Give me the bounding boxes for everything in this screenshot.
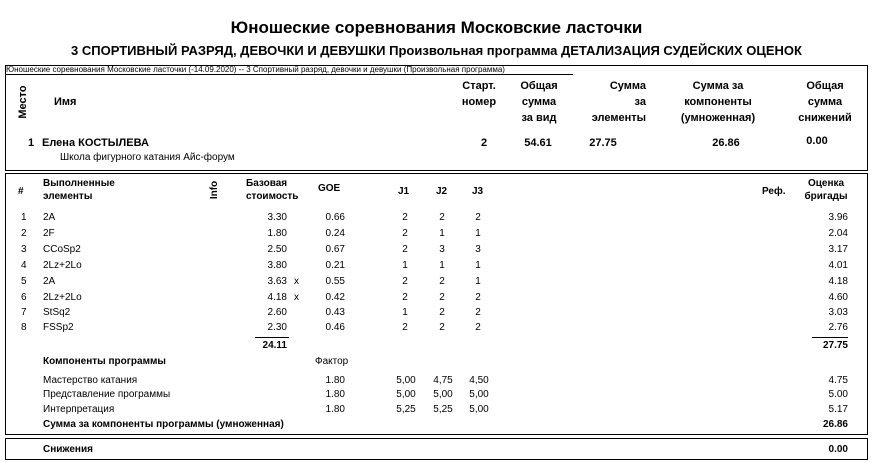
component-name: Мастерство катания	[43, 375, 138, 386]
element-score: 2.04	[828, 228, 848, 239]
element-j2: 2	[439, 276, 445, 287]
header-elements-sum-line1: Сумма	[609, 80, 646, 92]
element-score: 2.76	[828, 322, 848, 333]
element-j1: 1	[402, 307, 408, 318]
header-start	[450, 78, 508, 110]
col-base	[246, 177, 298, 203]
skater-total: 54.61	[524, 137, 552, 149]
component-factor: 1.80	[325, 375, 345, 386]
element-code: CCoSp2	[43, 244, 81, 255]
element-j2: 2	[439, 307, 445, 318]
element-j1: 2	[402, 322, 408, 333]
header-total-line2: сумма	[521, 96, 557, 108]
page-title: Юношеские соревнования Московские ласточки	[230, 18, 643, 37]
element-j1: 2	[402, 228, 408, 239]
col-score-line1: Оценка	[807, 178, 845, 189]
element-goe: 0.24	[325, 228, 345, 239]
header-elements-sum-line3: элементы	[591, 112, 646, 124]
col-j3: J3	[472, 186, 484, 197]
header-deductions	[790, 78, 860, 126]
element-goe: 0.55	[325, 276, 345, 287]
skater-start: 2	[480, 137, 488, 149]
element-base: 4.18	[267, 292, 287, 303]
element-score: 3.96	[828, 212, 848, 223]
element-num: 7	[21, 307, 27, 318]
component-j1: 5,25	[396, 404, 416, 415]
col-j1: J1	[398, 186, 410, 197]
skater-place: 1	[28, 137, 35, 149]
deductions-box	[5, 438, 868, 460]
component-j2: 5,25	[433, 404, 453, 415]
element-base: 2.30	[267, 322, 287, 333]
component-j2: 4,75	[433, 375, 453, 386]
components-total-label: Сумма за компоненты программы (умноженная)	[43, 419, 284, 430]
component-score: 5.00	[828, 389, 848, 400]
element-num: 1	[21, 212, 27, 223]
element-info: x	[294, 292, 299, 303]
col-element	[43, 177, 115, 203]
element-goe: 0.42	[325, 292, 345, 303]
element-code: 2Lz+2Lo	[43, 260, 82, 271]
component-j1: 5,00	[396, 375, 416, 386]
element-goe: 0.67	[325, 244, 345, 255]
col-info: Info	[209, 180, 220, 200]
element-code: FSSp2	[43, 322, 74, 333]
element-j3: 1	[475, 260, 481, 271]
page-subtitle: 3 СПОРТИВНЫЙ РАЗРЯД, ДЕВОЧКИ И ДЕВУШКИ Произвольная программа ДЕТАЛИЗАЦИЯ СУДЕЙСКИХ ОЦЕНОК	[71, 43, 802, 58]
component-name: Представление программы	[43, 389, 171, 400]
element-j1: 2	[402, 212, 408, 223]
components-heading: Компоненты программы	[43, 356, 166, 367]
element-code: 2A	[43, 276, 56, 287]
component-j3: 5,00	[469, 404, 489, 415]
header-start-line1: Старт.	[462, 80, 496, 92]
element-base: 3.63	[267, 276, 287, 287]
element-j3: 2	[475, 212, 481, 223]
component-j3: 4,50	[469, 375, 489, 386]
components-factor-label: Фактор	[315, 356, 349, 367]
components-total: 26.86	[822, 419, 848, 430]
element-j3: 2	[475, 307, 481, 318]
header-total-line1: Общая	[520, 80, 558, 92]
element-num: 8	[21, 322, 27, 333]
col-ref: Реф.	[762, 186, 786, 197]
col-element-line1: Выполненные	[43, 178, 115, 189]
element-j2: 3	[439, 244, 445, 255]
header-deductions-line1: Общая	[806, 80, 844, 92]
header-elements-sum	[576, 78, 646, 126]
element-base: 2.60	[267, 307, 287, 318]
header-elements-sum-line2: за	[634, 96, 646, 108]
col-base-line1: Базовая	[246, 178, 288, 189]
base-total-rule	[255, 337, 289, 338]
skater-club: Школа фигурного катания Айс-форум	[60, 152, 235, 163]
skater-components: 26.86	[712, 137, 740, 149]
element-score: 4.18	[828, 276, 848, 287]
deductions-label: Снижения	[43, 444, 93, 455]
base-total: 24.11	[262, 340, 287, 351]
col-goe: GOE	[318, 183, 341, 194]
header-deductions-line3: снижений	[798, 112, 852, 124]
element-code: 2A	[43, 212, 56, 223]
col-num: #	[18, 186, 24, 197]
element-score: 3.03	[828, 307, 848, 318]
element-j1: 2	[402, 244, 408, 255]
component-j1: 5,00	[396, 389, 416, 400]
element-num: 4	[21, 260, 27, 271]
col-element-line2: элементы	[43, 191, 93, 202]
header-total	[511, 78, 567, 126]
element-goe: 0.43	[325, 307, 345, 318]
component-name: Интерпретация	[43, 404, 115, 415]
element-base: 3.80	[267, 260, 287, 271]
header-total-line3: за вид	[521, 112, 557, 124]
header-components-sum-line2: компоненты	[684, 96, 752, 108]
element-j2: 1	[439, 260, 445, 271]
element-goe: 0.66	[325, 212, 345, 223]
element-goe: 0.46	[325, 322, 345, 333]
col-score-line2: бригады	[804, 191, 848, 202]
score-total-rule	[812, 337, 848, 338]
component-factor: 1.80	[325, 389, 345, 400]
element-j3: 1	[475, 276, 481, 287]
component-score: 4.75	[828, 375, 848, 386]
element-num: 6	[21, 292, 27, 303]
elements-total: 27.75	[822, 340, 848, 351]
deductions-value: 0.00	[828, 444, 848, 455]
skater-deductions: 0.00	[806, 135, 828, 147]
header-components-sum	[668, 78, 768, 126]
col-j2: J2	[436, 186, 448, 197]
element-score: 4.01	[828, 260, 848, 271]
element-goe: 0.21	[325, 260, 345, 271]
header-place: Место	[17, 85, 29, 119]
element-j2: 1	[439, 228, 445, 239]
element-code: 2Lz+2Lo	[43, 292, 82, 303]
col-score	[796, 177, 856, 203]
skater-elements: 27.75	[589, 137, 617, 149]
element-j2: 2	[439, 322, 445, 333]
element-j3: 2	[475, 292, 481, 303]
element-j1: 2	[402, 292, 408, 303]
header-name: Имя	[54, 96, 77, 108]
skater-name: Елена КОСТЫЛЕВА	[42, 137, 149, 149]
element-code: 2F	[43, 228, 55, 239]
element-j2: 2	[439, 212, 445, 223]
component-j3: 5,00	[469, 389, 489, 400]
col-base-line2: стоимость	[246, 191, 299, 202]
element-score: 3.17	[828, 244, 848, 255]
element-num: 3	[21, 244, 27, 255]
component-factor: 1.80	[325, 404, 345, 415]
event-line: Юношеские соревнования Московские ласточки (-14.09.2020) -- 3 Спортивный разряд, девочки и девушки (Произвольная программа)	[6, 65, 505, 74]
element-base: 1.80	[267, 228, 287, 239]
component-score: 5.17	[828, 404, 848, 415]
element-j3: 1	[475, 228, 481, 239]
element-j3: 2	[475, 322, 481, 333]
element-num: 5	[21, 276, 27, 287]
element-j3: 3	[475, 244, 481, 255]
header-components-sum-line3: (умноженная)	[680, 112, 756, 124]
header-deductions-line2: сумма	[807, 96, 843, 108]
header-start-line2: номер	[461, 96, 497, 108]
element-j1: 2	[402, 276, 408, 287]
element-base: 3.30	[267, 212, 287, 223]
event-line-rule	[5, 74, 573, 75]
element-num: 2	[21, 228, 27, 239]
component-j2: 5,00	[433, 389, 453, 400]
element-code: StSq2	[43, 307, 71, 318]
element-j1: 1	[402, 260, 408, 271]
element-base: 2.50	[267, 244, 287, 255]
header-components-sum-line1: Сумма за	[692, 80, 744, 92]
element-score: 4.60	[828, 292, 848, 303]
element-info: x	[294, 276, 299, 287]
element-j2: 2	[439, 292, 445, 303]
